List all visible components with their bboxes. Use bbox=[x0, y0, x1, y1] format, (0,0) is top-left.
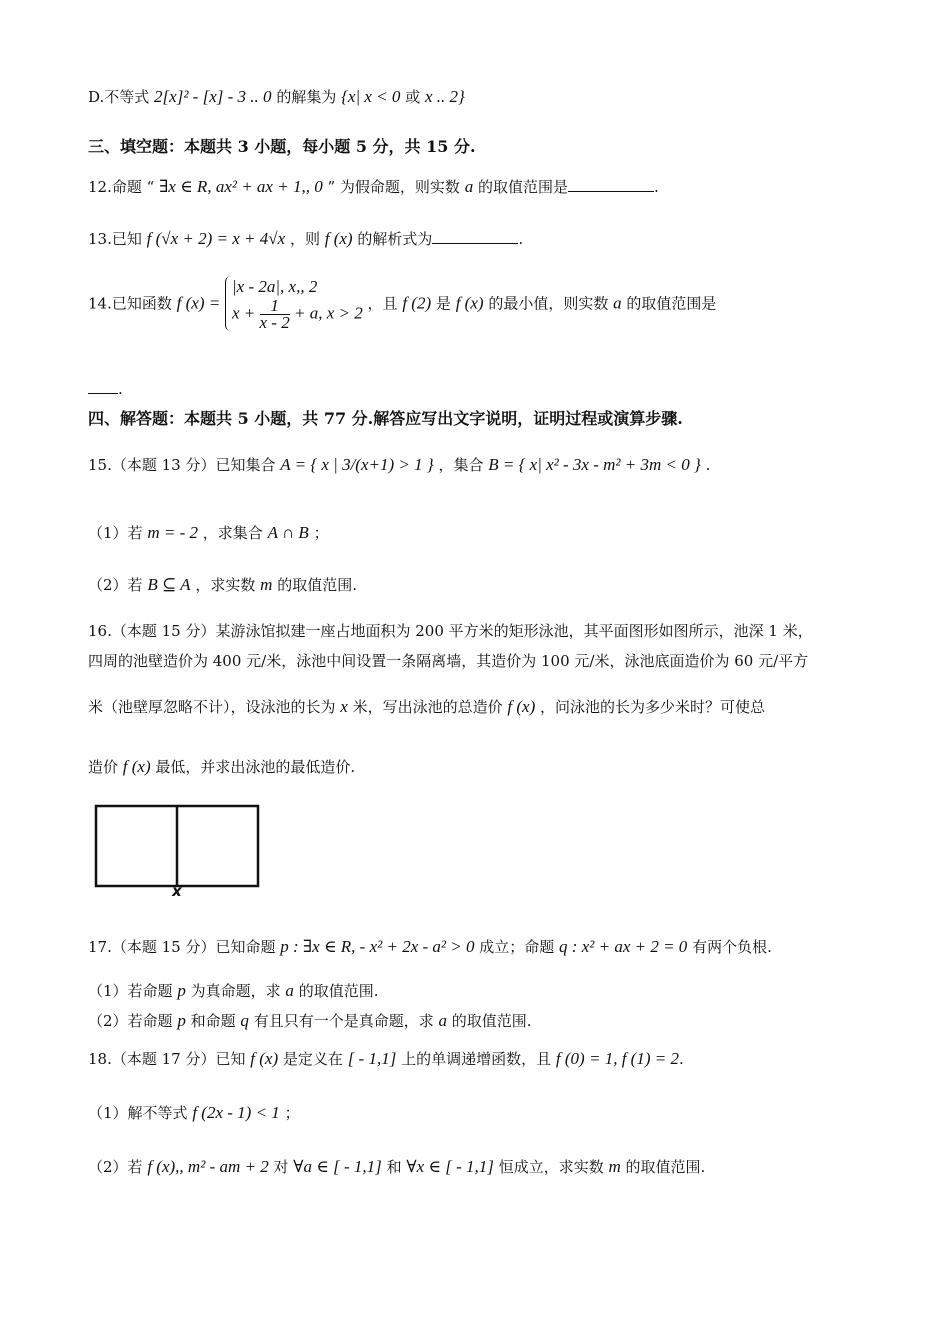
question-12: 12.命题 “ ∃x ∈ R, ax² + ax + 1,, 0 ” 为假命题，则实数 a 的取值范围是 . bbox=[88, 177, 659, 196]
pool-length-label: x bbox=[172, 882, 182, 900]
math-fx: f (x) = bbox=[176, 293, 221, 313]
question-15-part-1: （1）若 m = - 2 ，求集合 A ∩ B ； bbox=[88, 523, 329, 542]
question-15-part-2: （2）若 B ⊆ A ，求实数 m 的取值范围. bbox=[88, 575, 357, 594]
option-d: D.不等式 2[x]² - [x] - 3 .. 0 的解集为 {x| x < 0 或 x .. 2} bbox=[88, 87, 465, 106]
answer-blank bbox=[88, 379, 118, 394]
question-16-line-2: 四周的池壁造价为 400 元/米，泳池中间设置一条隔离墙，其造价为 100 元/米，泳池底面造价为 60 元/平方 bbox=[88, 652, 809, 670]
math-var-a: a bbox=[613, 293, 622, 313]
question-14: 14.已知函数 f (x) = |x - 2a|, x,, 2 x + $\frac{1}{x - 2}$ + a, x > 2 ，且 f (2) 是 f (x) 的最小值，则实数 a 的取值范围是 bbox=[88, 277, 717, 332]
math-var-a: a bbox=[464, 177, 474, 196]
math-proposition: ∃x ∈ R, ax² + ax + 1,, 0 bbox=[159, 177, 323, 196]
question-16-line-3: 米（池壁厚忽略不计），设泳池的长为 x 米，写出泳池的总造价 f (x) ，问泳池的长为多少米时？可使总 bbox=[88, 697, 766, 716]
pool-diagram bbox=[94, 804, 260, 900]
math-f2: f (2) bbox=[402, 293, 432, 313]
fraction: $\frac{1}{x - 2}$ bbox=[259, 296, 290, 332]
math-fx: f (x) bbox=[455, 293, 484, 313]
math-fx: f (x) bbox=[324, 229, 353, 248]
math-set-a: A = { x | 3/(x+1) > 1 } bbox=[280, 455, 434, 474]
math-solution-set-2: x .. 2} bbox=[424, 87, 465, 106]
question-16-line-1: 16.（本题 15 分）某游泳馆拟建一座占地面积为 200 平方米的矩形泳池，其平面图形如图所示，池深 1 米， bbox=[88, 622, 813, 640]
question-16-line-4: 造价 f (x) 最低，并求出泳池的最低造价. bbox=[88, 757, 356, 776]
question-17-part-2: （2）若命题 p 和命题 q 有且只有一个是真命题，求 a 的取值范围. bbox=[88, 1011, 532, 1030]
question-14-end: . bbox=[88, 378, 862, 400]
question-18-part-2: （2）若 f (x),, m² - am + 2 对 ∀a ∈ [ - 1,1] 和 ∀x ∈ [ - 1,1] 恒成立，求实数 m 的取值范围. bbox=[88, 1157, 706, 1176]
answer-blank bbox=[568, 177, 654, 192]
question-17-part-1: （1）若命题 p 为真命题，求 a 的取值范围. bbox=[88, 981, 379, 1000]
math-solution-set: {x| x < 0 bbox=[341, 87, 401, 106]
question-13: 13.已知 f (√x + 2) = x + 4√x ，则 f (x) 的解析式为 . bbox=[88, 229, 524, 248]
answer-blank bbox=[432, 229, 518, 244]
question-17: 17.（本题 15 分）已知命题 p : ∃x ∈ R, - x² + 2x - a² > 0 成立；命题 q : x² + ax + 2 = 0 有两个负根. bbox=[88, 937, 772, 956]
math-set-b: B = { x| x² - 3x - m² + 3m < 0 } bbox=[488, 455, 701, 474]
question-18-part-1: （1）解不等式 f (2x - 1) < 1 ； bbox=[88, 1103, 300, 1122]
section-heading-3: 三、填空题：本题共 3 小题，每小题 5 分，共 15 分. bbox=[88, 137, 476, 156]
question-15: 15.（本题 13 分）已知集合 A = { x | 3/(x+1) > 1 } ，集合 B = { x| x² - 3x - m² + 3m < 0 } . bbox=[88, 455, 711, 474]
section-heading-4: 四、解答题：本题共 5 小题，共 77 分.解答应写出文字说明，证明过程或演算步骤. bbox=[88, 409, 683, 428]
math-inequality: 2[x]² - [x] - 3 .. 0 bbox=[154, 87, 272, 106]
piecewise-function: |x - 2a|, x,, 2 x + $\frac{1}{x - 2}$ + a, x > 2 bbox=[225, 276, 363, 331]
question-18: 18.（本题 17 分）已知 f (x) 是定义在 [ - 1,1] 上的单调递增函数，且 f (0) = 1, f (1) = 2. bbox=[88, 1049, 684, 1068]
math-function-equation: f (√x + 2) = x + 4√x bbox=[146, 229, 286, 248]
